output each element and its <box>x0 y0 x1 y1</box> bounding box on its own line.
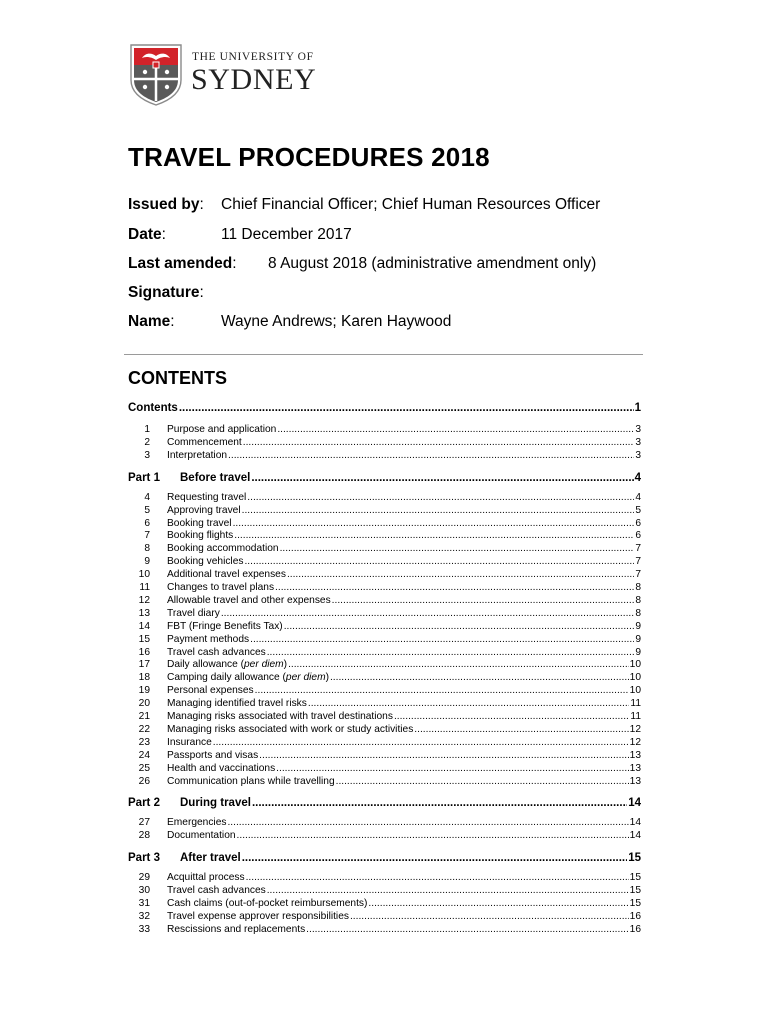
toc-entry-page: 15 <box>629 872 641 884</box>
toc-contents-entry[interactable] <box>128 402 641 416</box>
toc-entry-text: Documentation <box>167 830 236 842</box>
toc-entry[interactable] <box>128 621 641 634</box>
toc-entry[interactable] <box>128 685 641 698</box>
toc-part-title: During travel <box>180 797 251 810</box>
toc-entry-number: 29 <box>138 872 150 884</box>
toc-entry[interactable] <box>128 569 641 582</box>
toc-entry-page: 8 <box>635 607 641 619</box>
toc-entry-page: 16 <box>629 910 641 922</box>
toc-entry-text: FBT (Fringe Benefits Tax) <box>167 620 283 632</box>
toc-entry-page: 7 <box>635 543 641 555</box>
toc-entry-text: Travel expense approver responsibilities <box>167 910 349 922</box>
toc-part-label: Part 1 <box>128 471 160 484</box>
toc-leader-dots <box>336 776 629 787</box>
toc-entry-number: 22 <box>138 723 150 735</box>
toc-entry[interactable] <box>128 659 641 672</box>
toc-entry-text: Approving travel <box>167 504 241 516</box>
toc-entry-text: Travel cash advances <box>167 885 266 897</box>
name-row <box>128 313 452 331</box>
toc-entry-text: Changes to travel plans <box>167 582 275 593</box>
toc-leader-dots <box>287 569 634 580</box>
italic-term: per diem <box>244 659 284 671</box>
toc-entry-page: 10 <box>629 659 641 671</box>
toc-entry[interactable] <box>128 543 641 556</box>
toc-entry-number: 4 <box>144 491 150 503</box>
toc-entry[interactable] <box>128 556 641 569</box>
toc-entry-number: 33 <box>138 923 150 935</box>
toc-leader-dots <box>247 492 634 503</box>
toc-part-title: After travel <box>180 852 241 865</box>
toc-entry[interactable] <box>128 634 641 647</box>
toc-entry-text: Cash claims (out-of-pocket reimbursements) <box>167 898 368 909</box>
toc-part-title: Before travel <box>180 471 251 484</box>
name-label: Name <box>128 313 171 330</box>
toc-entry-number: 5 <box>144 504 150 516</box>
toc-part-label: Part 3 <box>128 852 160 865</box>
toc-entry-text: Payment methods <box>167 633 250 645</box>
toc-leader-dots <box>179 402 634 414</box>
toc-entry-page: 3 <box>635 449 641 461</box>
toc-entry-text: Daily allowance (per diem) <box>167 659 288 671</box>
signature-row <box>128 284 204 302</box>
issued-by-label: Issued by <box>128 196 200 213</box>
toc-entry[interactable] <box>128 450 641 463</box>
toc-entry-number: 14 <box>138 620 150 632</box>
toc-entry[interactable] <box>128 872 641 885</box>
toc-entry-text: Additional travel expenses <box>167 569 286 581</box>
toc-entry-page: 3 <box>635 436 641 448</box>
toc-entry-number: 15 <box>138 633 150 645</box>
toc-entry-page: 14 <box>629 830 641 842</box>
toc-entry-number: 3 <box>144 449 150 461</box>
toc-entry-number: 27 <box>138 817 150 829</box>
toc-leader-dots <box>277 424 634 435</box>
toc-entry[interactable] <box>128 830 641 843</box>
university-crest-icon <box>130 44 182 106</box>
toc-entry[interactable] <box>128 582 641 595</box>
toc-entry[interactable] <box>128 737 641 750</box>
toc-leader-dots <box>267 885 629 896</box>
toc-entry-text: Managing risks associated with travel destinations <box>167 711 393 722</box>
toc-entry[interactable] <box>128 518 641 531</box>
toc-leader-dots <box>284 621 635 632</box>
toc-entry-page: 9 <box>635 646 641 658</box>
toc-part-heading[interactable] <box>128 797 641 811</box>
toc-entry-text: Interpretation <box>167 449 228 461</box>
toc-entry-number: 18 <box>138 672 150 684</box>
toc-entry-page: 9 <box>635 633 641 645</box>
toc-entry-number: 31 <box>138 898 150 909</box>
toc-entry-number: 6 <box>144 517 150 529</box>
toc-entry[interactable] <box>128 911 641 924</box>
toc-entry-page: 12 <box>629 736 641 748</box>
toc-entry-number: 7 <box>144 530 150 542</box>
italic-term: per diem <box>285 672 326 684</box>
toc-leader-dots <box>227 817 628 828</box>
toc-leader-dots <box>251 472 633 484</box>
document-title: TRAVEL PROCEDURES 2018 <box>128 142 490 172</box>
toc-entry-page: 6 <box>635 530 641 542</box>
issued-by-colon: : <box>199 196 204 213</box>
toc-entry-number: 12 <box>138 594 150 606</box>
toc-leader-dots <box>308 698 630 709</box>
toc-entry-text: Travel cash advances <box>167 646 266 658</box>
toc-entry[interactable] <box>128 530 641 543</box>
toc-entry[interactable] <box>128 924 641 937</box>
toc-entry[interactable] <box>128 672 641 685</box>
toc-leader-dots <box>288 659 629 670</box>
toc-leader-dots <box>275 582 634 593</box>
date-row <box>128 226 352 244</box>
toc-entry-number: 23 <box>138 736 150 748</box>
toc-leader-dots <box>242 505 635 516</box>
toc-leader-dots <box>237 830 629 841</box>
toc-entry-text: Requesting travel <box>167 491 247 503</box>
name-value: Wayne Andrews; Karen Haywood <box>221 313 452 330</box>
toc-entry-text: Emergencies <box>167 817 227 829</box>
toc-leader-dots <box>234 530 634 541</box>
toc-leader-dots <box>332 595 635 606</box>
toc-leader-dots <box>394 711 629 722</box>
toc-entry-number: 2 <box>144 436 150 448</box>
toc-entry-number: 20 <box>138 698 150 710</box>
toc-entry-number: 1 <box>144 424 150 435</box>
toc-part-heading[interactable] <box>128 852 641 866</box>
toc-leader-dots <box>244 556 634 567</box>
toc-entry-page: 13 <box>629 749 641 761</box>
toc-leader-dots <box>267 647 635 658</box>
toc-entry-page: 16 <box>629 923 641 935</box>
toc-leader-dots <box>243 437 635 448</box>
toc-entry-text: Communication plans while travelling <box>167 775 335 787</box>
toc-entry-number: 8 <box>144 543 150 555</box>
toc-entry-page: 5 <box>635 504 641 516</box>
date-label: Date <box>128 226 162 243</box>
toc-entry-text: Purpose and application <box>167 424 277 435</box>
toc-leader-dots <box>414 724 628 735</box>
toc-entry-text: Health and vaccinations <box>167 762 276 774</box>
toc-contents-text: Contents <box>128 402 178 414</box>
toc-entry-page: 11 <box>630 711 641 722</box>
toc-leader-dots <box>276 763 628 774</box>
toc-contents-page: 1 <box>634 402 641 414</box>
toc-leader-dots <box>255 685 629 696</box>
toc-entry-text: Managing risks associated with work or study activities <box>167 723 414 735</box>
toc-entry-number: 26 <box>138 775 150 787</box>
last-amended-colon: : <box>232 255 237 272</box>
contents-heading: CONTENTS <box>128 368 227 388</box>
name-colon: : <box>170 313 175 330</box>
toc-entry[interactable] <box>128 724 641 737</box>
toc-entry[interactable] <box>128 711 641 724</box>
toc-leader-dots <box>368 898 628 909</box>
toc-entry-page: 10 <box>629 672 641 684</box>
toc-entry-number: 11 <box>139 582 150 593</box>
issued-by-value: Chief Financial Officer; Chief Human Resources Officer <box>221 196 601 213</box>
toc-entry-text: Managing identified travel risks <box>167 698 307 710</box>
toc-entry-text: Commencement <box>167 436 242 448</box>
toc-entry[interactable] <box>128 647 641 660</box>
toc-entry[interactable] <box>128 750 641 763</box>
toc-entry-page: 10 <box>629 685 641 697</box>
logo-line-sydney: SYDNEY <box>191 63 317 96</box>
toc-entry[interactable] <box>128 608 641 621</box>
toc-entry[interactable] <box>128 776 641 789</box>
toc-entry-number: 24 <box>138 749 150 761</box>
toc-entry[interactable] <box>128 698 641 711</box>
toc-entry-page: 13 <box>629 775 641 787</box>
toc-entry[interactable] <box>128 817 641 830</box>
toc-entry[interactable] <box>128 595 641 608</box>
toc-part-page: 4 <box>634 471 641 484</box>
toc-entry[interactable] <box>128 763 641 776</box>
toc-leader-dots <box>250 634 634 645</box>
toc-entry-text: Camping daily allowance (per diem) <box>167 672 329 684</box>
toc-entry-page: 14 <box>629 817 641 829</box>
toc-leader-dots <box>252 797 627 809</box>
toc-entry-page: 13 <box>629 762 641 774</box>
toc-entry-number: 19 <box>138 685 150 697</box>
toc-entry-text: Insurance <box>167 736 212 748</box>
toc-entry-number: 9 <box>144 556 150 568</box>
toc-entry-text: Acquittal process <box>167 872 245 884</box>
toc-entry[interactable] <box>128 424 641 437</box>
toc-leader-dots <box>213 737 629 748</box>
toc-entry-text: Personal expenses <box>167 685 254 697</box>
date-value: 11 December 2017 <box>221 226 352 243</box>
toc-entry-page: 6 <box>635 517 641 529</box>
signature-label: Signature <box>128 284 200 301</box>
toc-leader-dots <box>330 672 629 683</box>
toc-entry-number: 30 <box>138 885 150 897</box>
toc-entry-number: 16 <box>138 646 150 658</box>
last-amended-label: Last amended <box>128 255 233 272</box>
toc-entry-page: 12 <box>629 723 641 735</box>
toc-entry-page: 8 <box>635 594 641 606</box>
toc-leader-dots <box>246 872 629 883</box>
toc-entry[interactable] <box>128 885 641 898</box>
toc-entry[interactable] <box>128 492 641 505</box>
toc-entry-number: 25 <box>138 762 150 774</box>
toc-entry-page: 15 <box>629 885 641 897</box>
toc-entry-text: Booking accommodation <box>167 543 279 555</box>
toc-entry-page: 15 <box>629 898 641 909</box>
toc-part-heading[interactable] <box>128 472 641 486</box>
toc-entry-page: 3 <box>635 424 641 435</box>
toc-part-page: 15 <box>628 852 641 865</box>
toc-part-page: 14 <box>628 797 641 810</box>
toc-entry-text: Booking flights <box>167 530 234 542</box>
toc-entry-page: 8 <box>635 582 641 593</box>
toc-entry-number: 21 <box>138 711 150 722</box>
toc-entry-text: Passports and visas <box>167 749 259 761</box>
toc-entry[interactable] <box>128 898 641 911</box>
toc-leader-dots <box>221 608 634 619</box>
signature-colon: : <box>199 284 204 301</box>
toc-leader-dots <box>280 543 635 554</box>
toc-entry-number: 17 <box>138 659 150 671</box>
toc-entry-text: Booking vehicles <box>167 556 244 568</box>
toc-leader-dots <box>259 750 628 761</box>
toc-entry-page: 11 <box>630 698 641 710</box>
toc-leader-dots <box>306 924 628 935</box>
toc-entry-number: 32 <box>138 910 150 922</box>
toc-entry-text: Travel diary <box>167 607 220 619</box>
toc-entry-number: 10 <box>138 569 150 581</box>
toc-leader-dots <box>228 450 634 461</box>
toc-entry-page: 9 <box>635 620 641 632</box>
last-amended-value: 8 August 2018 (administrative amendment only) <box>268 255 597 272</box>
toc-entry-text: Booking travel <box>167 517 232 529</box>
toc-entry[interactable] <box>128 505 641 518</box>
toc-entry[interactable] <box>128 437 641 450</box>
toc-leader-dots <box>233 518 635 529</box>
toc-entry-number: 13 <box>138 607 150 619</box>
section-divider <box>124 354 643 355</box>
logo-line-university-of: THE UNIVERSITY OF <box>192 51 314 63</box>
last-amended-row <box>128 255 597 273</box>
toc-part-label: Part 2 <box>128 797 160 810</box>
toc-entry-page: 7 <box>635 569 641 581</box>
toc-entry-text: Rescissions and replacements <box>167 923 306 935</box>
issued-by-row <box>128 196 601 214</box>
date-colon: : <box>161 226 166 243</box>
toc-leader-dots <box>242 852 627 864</box>
toc-leader-dots <box>350 911 629 922</box>
toc-entry-text: Allowable travel and other expenses <box>167 594 331 606</box>
toc-entry-number: 28 <box>138 830 150 842</box>
toc-entry-page: 7 <box>635 556 641 568</box>
toc-entry-page: 4 <box>635 491 641 503</box>
